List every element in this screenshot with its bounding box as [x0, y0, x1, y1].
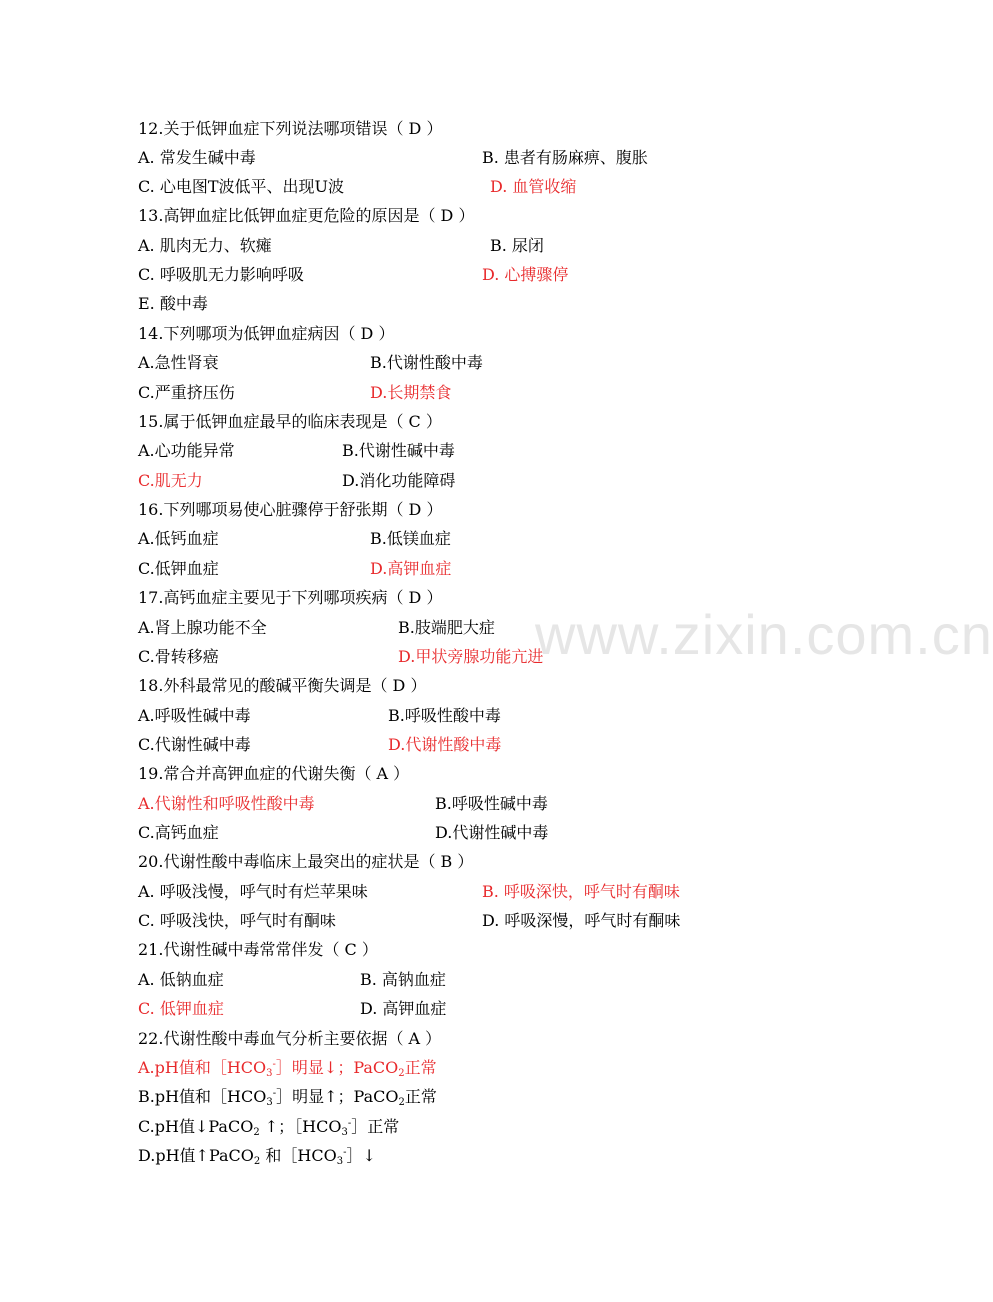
- question-21-stem: 21.代谢性碱中毒常常伴发（ C ）: [138, 940, 378, 959]
- question-22-option-c: C.pH值↓PaCO$_2$ ↑；$[HCO_3^-]$正常: [138, 1117, 400, 1138]
- question-18-option-b: B.呼吸性酸中毒: [388, 706, 501, 725]
- question-14-stem: 14.下列哪项为低钾血症病因（ D ）: [138, 324, 395, 343]
- question-18-option-d: D.代谢性酸中毒: [388, 735, 502, 754]
- question-19-stem: 19.常合并高钾血症的代谢失衡（ A ）: [138, 764, 410, 783]
- question-19-option-d: D.代谢性碱中毒: [435, 823, 549, 842]
- question-17-option-a: A.肾上腺功能不全: [138, 618, 267, 637]
- question-12-option-d: D. 血管收缩: [490, 177, 577, 196]
- question-22-option-b: B.pH值和$[HCO_3^-]$明显↑；PaCO$_2$正常: [138, 1087, 437, 1108]
- question-22-stem: 22.代谢性酸中毒血气分析主要依据（ A ）: [138, 1029, 442, 1048]
- question-16-option-c: C.低钾血症: [138, 559, 219, 578]
- question-12-option-a: A. 常发生碱中毒: [138, 148, 256, 167]
- question-22-option-a: A.pH值和$[HCO_3^-]$明显↓；PaCO$_2$正常: [138, 1058, 437, 1079]
- question-12-option-b: B. 患者有肠麻痹、腹胀: [482, 148, 648, 167]
- question-21-option-d: D. 高钾血症: [360, 999, 447, 1018]
- question-15-option-d: D.消化功能障碍: [342, 471, 456, 490]
- question-13-stem: 13.高钾血症比低钾血症更危险的原因是（ D ）: [138, 206, 475, 225]
- question-21-option-b: B. 高钠血症: [360, 970, 446, 989]
- question-17-option-b: B.肢端肥大症: [398, 618, 495, 637]
- question-21-option-a: A. 低钠血症: [138, 970, 224, 989]
- question-13-option-b: B. 尿闭: [490, 236, 544, 255]
- question-16-option-a: A.低钙血症: [138, 529, 219, 548]
- question-19-option-c: C.高钙血症: [138, 823, 219, 842]
- question-14-option-a: A.急性肾衰: [138, 353, 219, 372]
- question-20-option-b: B. 呼吸深快，呼气时有酮味: [482, 882, 680, 901]
- question-16-stem: 16.下列哪项易使心脏骤停于舒张期（ D ）: [138, 500, 443, 519]
- question-18-option-c: C.代谢性碱中毒: [138, 735, 251, 754]
- question-14-option-c: C.严重挤压伤: [138, 383, 235, 402]
- question-15-option-b: B.代谢性碱中毒: [342, 441, 455, 460]
- question-16-option-d: D.高钾血症: [370, 559, 452, 578]
- question-13-option-c: C. 呼吸肌无力影响呼吸: [138, 265, 304, 284]
- question-16-option-b: B.低镁血症: [370, 529, 451, 548]
- question-20-option-d: D. 呼吸深慢，呼气时有酮味: [482, 911, 681, 930]
- question-15-stem: 15.属于低钾血症最早的临床表现是（ C ）: [138, 412, 442, 431]
- question-20-stem: 20.代谢性酸中毒临床上最突出的症状是（ B ）: [138, 852, 474, 871]
- question-19-option-b: B.呼吸性碱中毒: [435, 794, 548, 813]
- question-13-option-d: D. 心搏骤停: [482, 265, 569, 284]
- question-18-stem: 18.外科最常见的酸碱平衡失调是（ D ）: [138, 676, 427, 695]
- question-15-option-a: A.心功能异常: [138, 441, 235, 460]
- watermark: www.zixin.com.cn: [535, 603, 993, 666]
- question-19-option-a: A.代谢性和呼吸性酸中毒: [138, 794, 315, 813]
- question-14-option-d: D.长期禁食: [370, 383, 452, 402]
- question-13-option-e: E. 酸中毒: [138, 294, 208, 313]
- question-20-option-a: A. 呼吸浅慢，呼气时有烂苹果味: [138, 882, 368, 901]
- question-12-option-c: C. 心电图T波低平、出现U波: [138, 177, 345, 196]
- question-17-option-d: D.甲状旁腺功能亢进: [398, 647, 544, 666]
- question-22-option-d: D.pH值↑PaCO$_2$ 和$[HCO_3^-]↓$: [138, 1146, 376, 1167]
- question-17-option-c: C.骨转移癌: [138, 647, 219, 666]
- question-17-stem: 17.高钙血症主要见于下列哪项疾病（ D ）: [138, 588, 443, 607]
- question-13-option-a: A. 肌肉无力、软瘫: [138, 236, 272, 255]
- question-20-option-c: C. 呼吸浅快，呼气时有酮味: [138, 911, 336, 930]
- question-12-stem: 12.关于低钾血症下列说法哪项错误（ D ）: [138, 119, 443, 138]
- question-15-option-c: C.肌无力: [138, 471, 203, 490]
- question-21-option-c: C. 低钾血症: [138, 999, 224, 1018]
- question-14-option-b: B.代谢性酸中毒: [370, 353, 483, 372]
- question-18-option-a: A.呼吸性碱中毒: [138, 706, 251, 725]
